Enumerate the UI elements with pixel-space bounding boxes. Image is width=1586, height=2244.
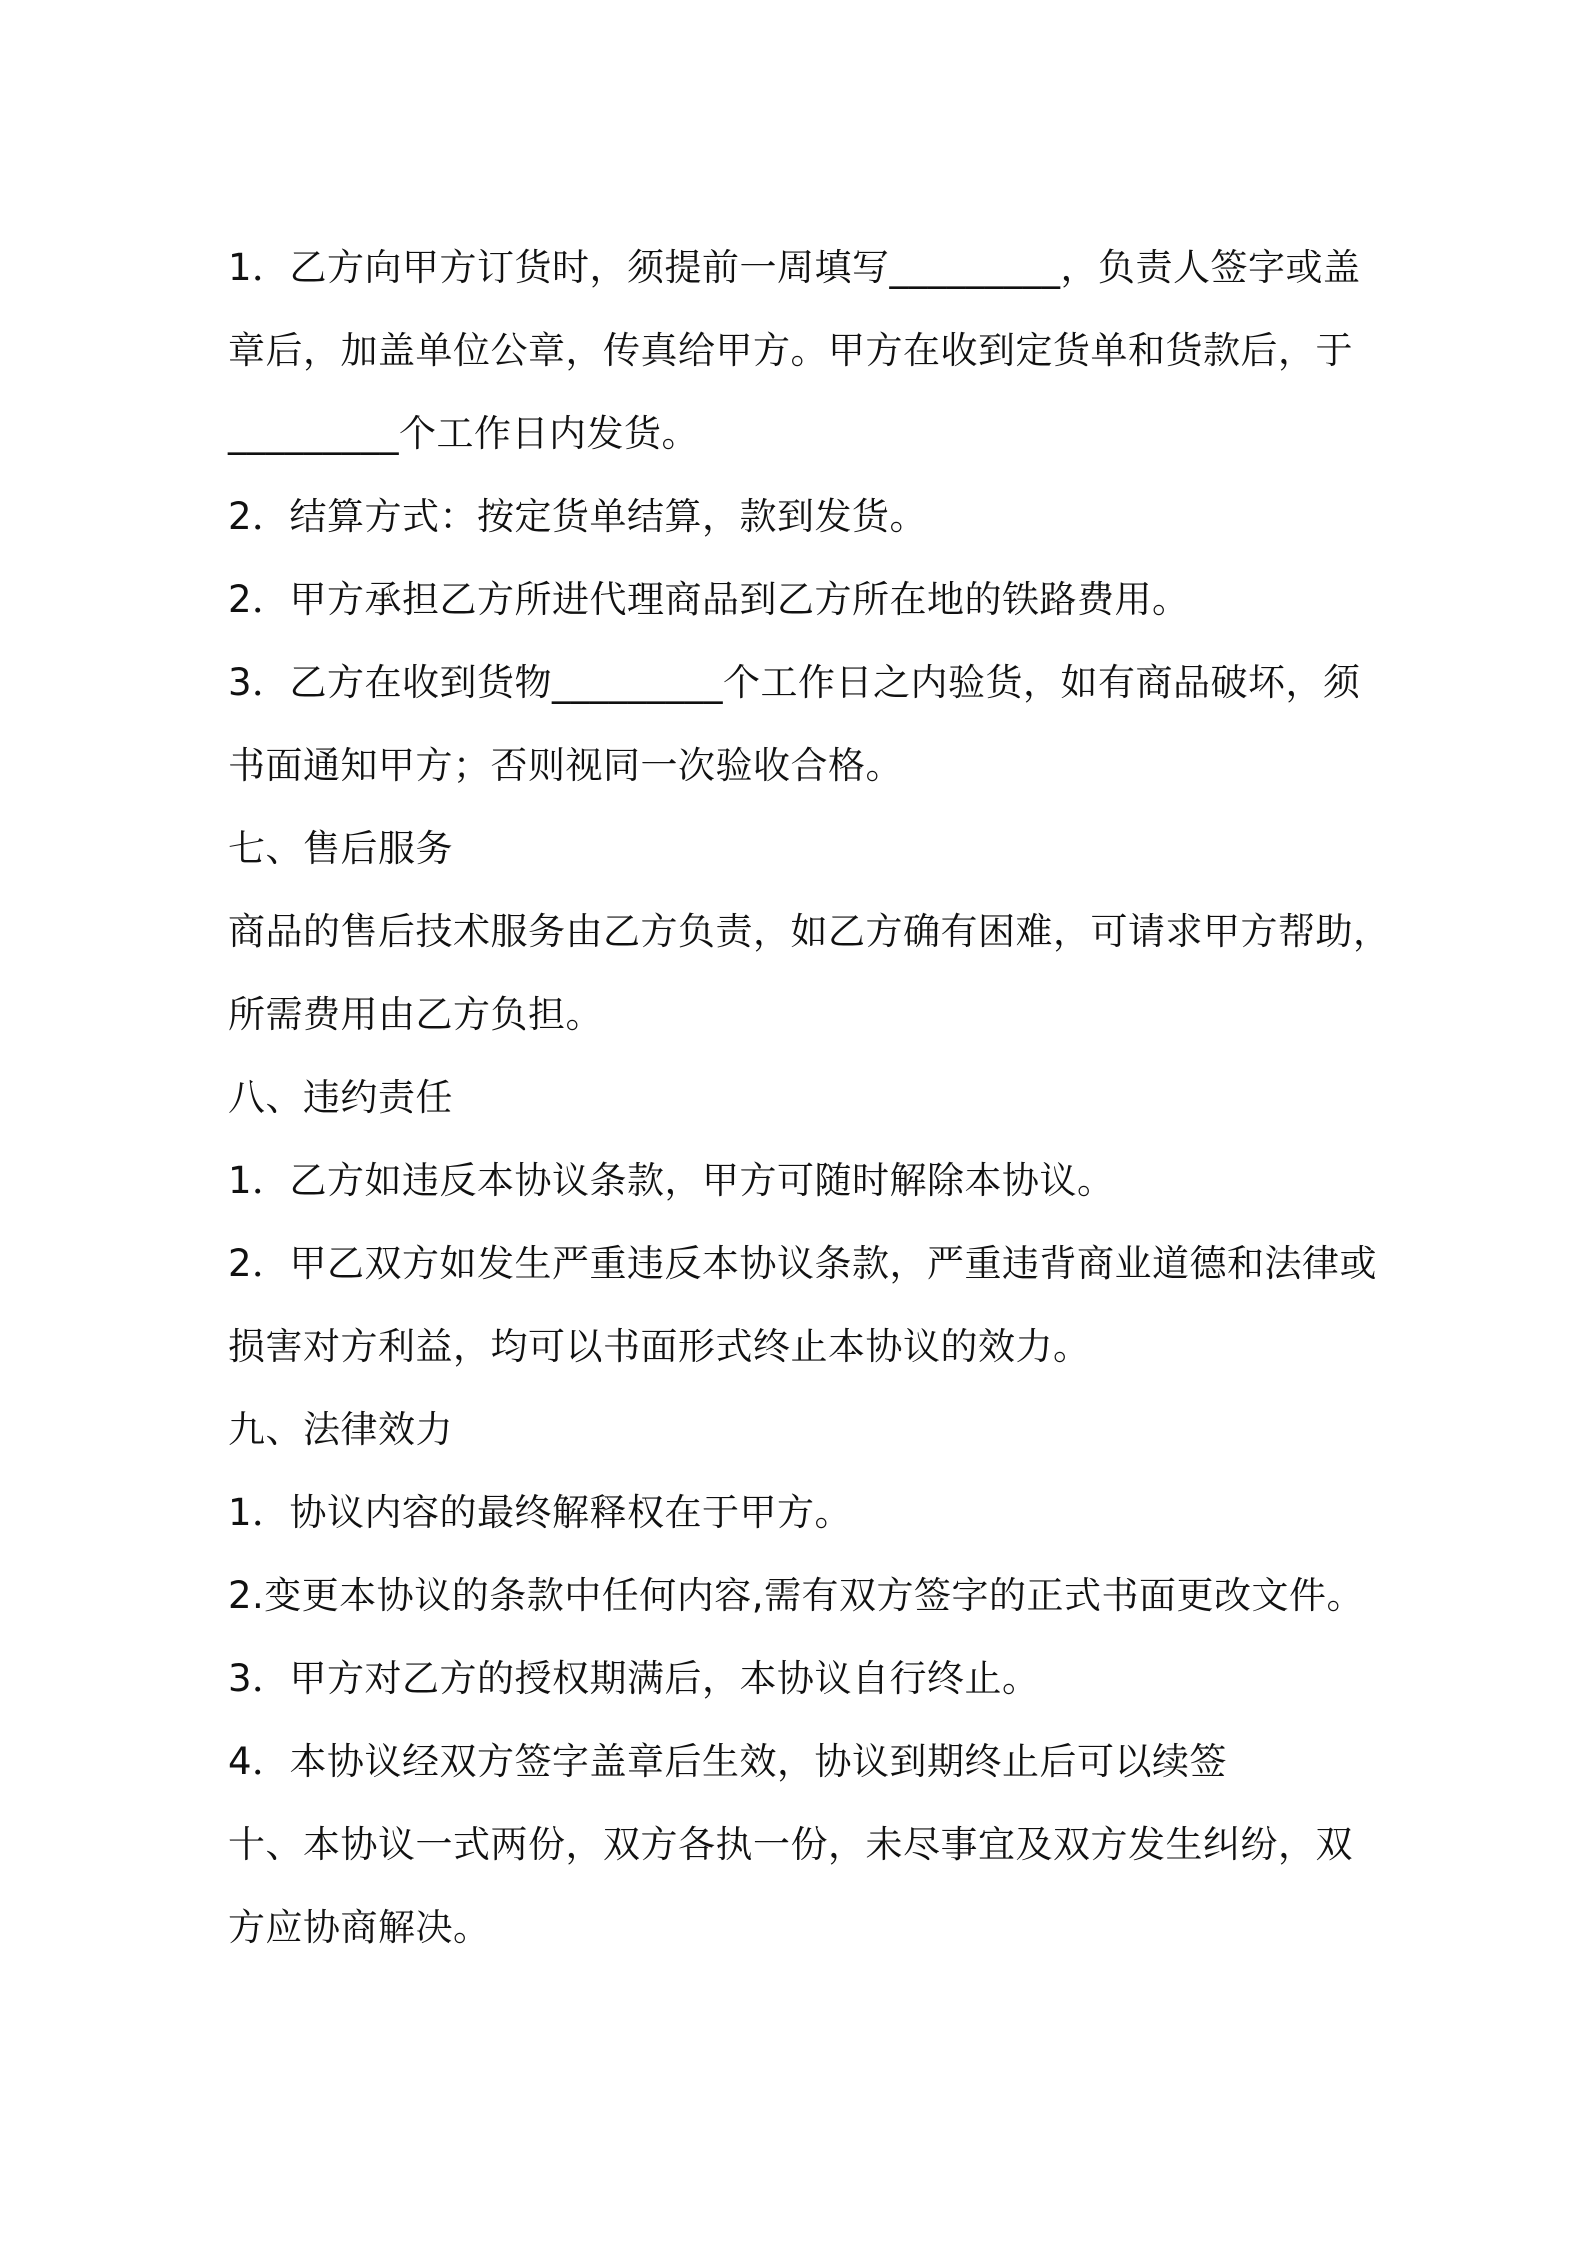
text-line: 书面通知甲方；否则视同一次验收合格。 xyxy=(228,744,903,787)
text-line: 4．本协议经双方签字盖章后生效，协议到期终止后可以续签 xyxy=(228,1740,1228,1783)
text-line: 1．乙方向甲方订货时，须提前一周填写_________，负责人签字或盖 xyxy=(228,246,1361,289)
text-line: 十、本协议一式两份，双方各执一份，未尽事宜及双方发生纠纷，双 xyxy=(228,1823,1353,1866)
text-line: 商品的售后技术服务由乙方负责，如乙方确有困难，可请求甲方帮助， xyxy=(228,910,1391,953)
section-heading: 八、违约责任 xyxy=(228,1076,453,1119)
document-body xyxy=(228,226,1391,1969)
text-line: 3．乙方在收到货物_________个工作日之内验货，如有商品破坏，须 xyxy=(228,661,1361,704)
text-line: 1．乙方如违反本协议条款，甲方可随时解除本协议。 xyxy=(228,1159,1115,1202)
text-line: 方应协商解决。 xyxy=(228,1906,491,1949)
text-line: 3．甲方对乙方的授权期满后，本协议自行终止。 xyxy=(228,1657,1040,1700)
text-line: 所需费用由乙方负担。 xyxy=(228,993,603,1036)
text-line: 1．协议内容的最终解释权在于甲方。 xyxy=(228,1491,853,1534)
section-heading: 九、法律效力 xyxy=(228,1408,453,1451)
text-line: 章后，加盖单位公章，传真给甲方。甲方在收到定货单和货款后，于 xyxy=(228,329,1353,372)
text-line: 2．结算方式：按定货单结算，款到发货。 xyxy=(228,495,928,538)
text-line: 2.变更本协议的条款中任何内容,需有双方签字的正式书面更改文件。 xyxy=(228,1574,1365,1617)
section-heading: 七、售后服务 xyxy=(228,827,453,870)
text-line: 2．甲乙双方如发生严重违反本协议条款，严重违背商业道德和法律或 xyxy=(228,1242,1378,1285)
text-line: 损害对方利益，均可以书面形式终止本协议的效力。 xyxy=(228,1325,1091,1368)
text-line: _________个工作日内发货。 xyxy=(228,412,699,455)
text-line: 2．甲方承担乙方所进代理商品到乙方所在地的铁路费用。 xyxy=(228,578,1190,621)
